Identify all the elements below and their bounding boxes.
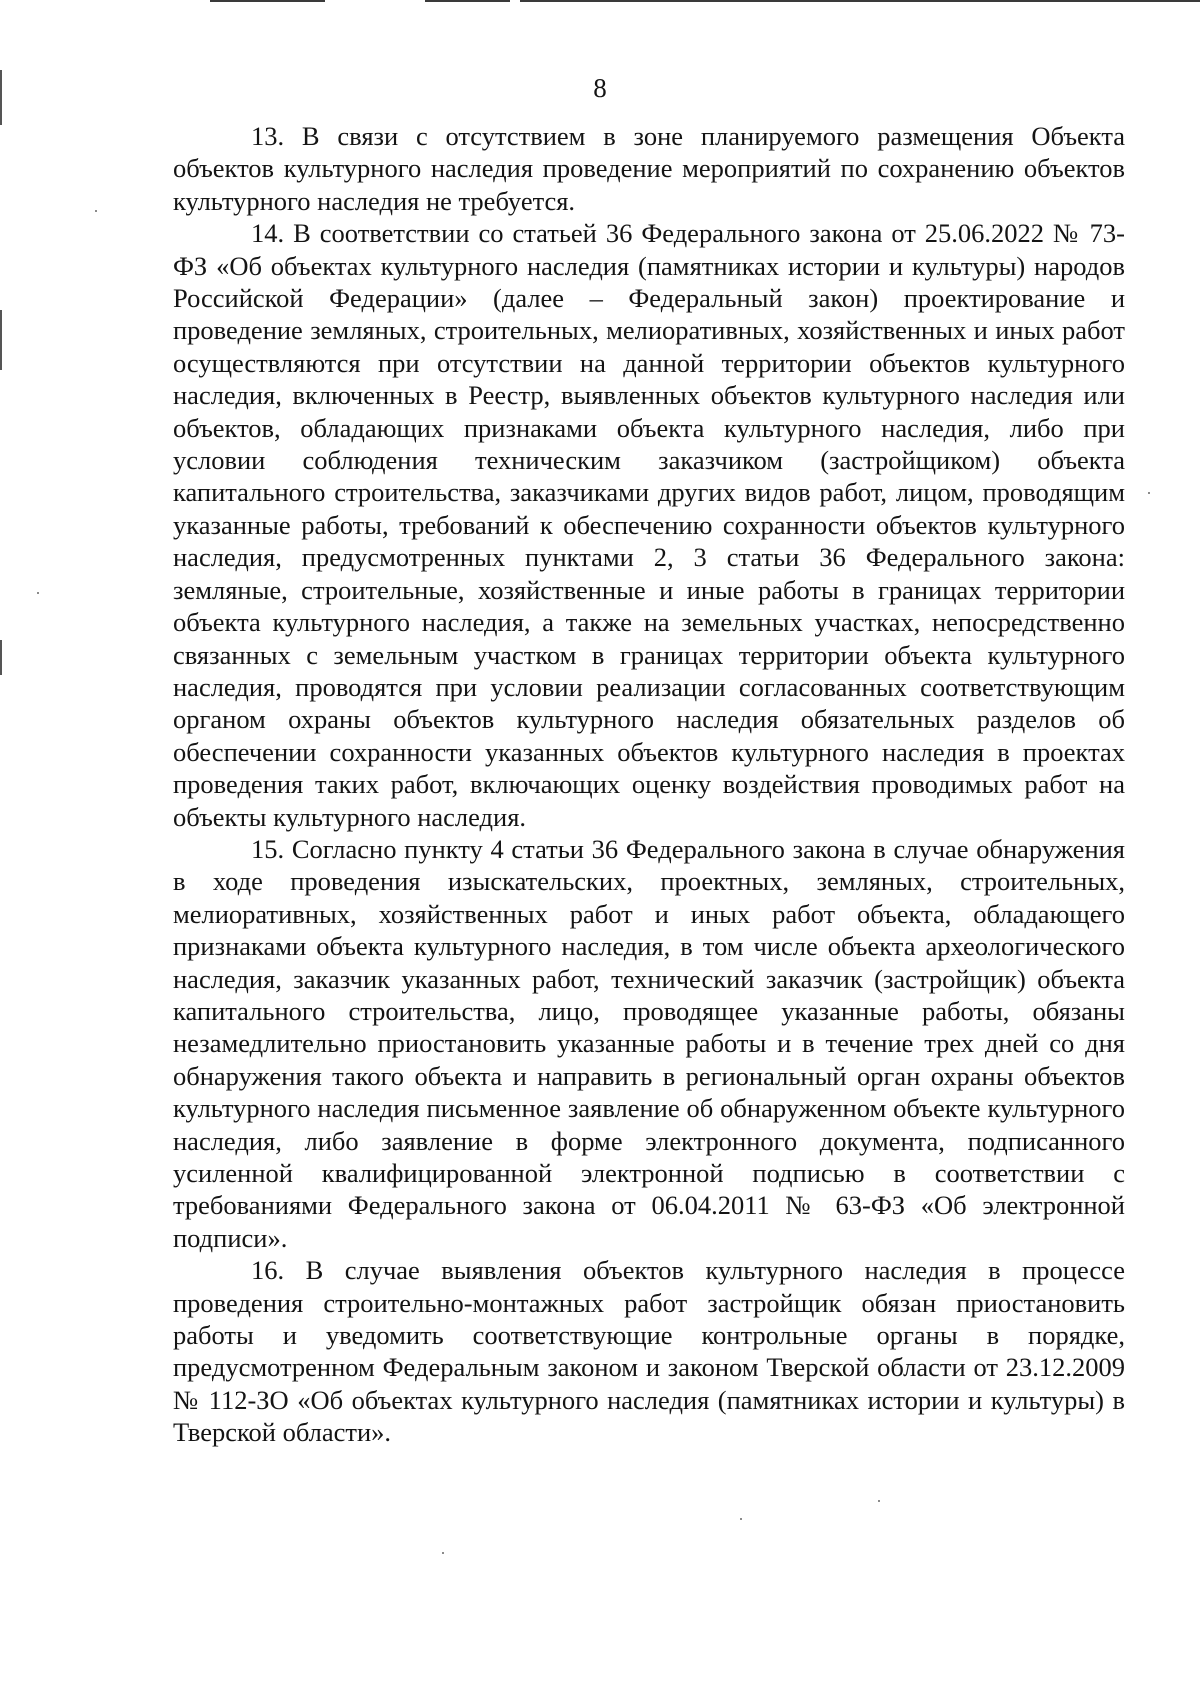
scan-speck: [878, 1500, 880, 1502]
paragraph-16: 16. В случае выявления объектов культурного наследия в процессе проведения строительно-монтажных работ застройщик обязан приостановить работы и уведомить соответствующие контрольные органы в порядке, предусмотренном Федеральным законом и законом Тверской области от 23.12.2009 № 112-ЗО «Об объектах культурного наследия (памятниках истории и культуры) в Тверской области».: [173, 1255, 1125, 1448]
scan-artifact-top-line: [425, 0, 510, 2]
scan-artifact-left-edge: [0, 640, 2, 675]
scan-speck: [37, 592, 39, 594]
scan-artifact-left-edge: [0, 310, 2, 370]
paragraph-14: 14. В соответствии со статьей 36 Федерального закона от 25.06.2022 № 73-ФЗ «Об объектах культурного наследия (памятниках истории и культуры) народов Российской Федерации» (далее – Федеральный закон) проектирование и проведение земляных, строительных, мелиоративных, хозяйственных и иных работ осуществляются при отсутствии на данной территории объектов культурного наследия, включенных в Реестр, выявленных объектов культурного наследия или объектов, обладающих признаками объекта культурного наследия, либо при условии соблюдения техническим заказчиком (застройщиком) объекта капитального строительства, заказчиками других видов работ, лицом, проводящим указанные работы, требований к обеспечению сохранности объектов культурного наследия, предусмотренных пунктами 2, 3 статьи 36 Федерального закона: земляные, строительные, хозяйственные и иные работы в границах территории объекта культурного наследия, а также на земельных участках, непосредственно связанных с земельным участком в границах территории объекта культурного наследия, проводятся при условии реализации согласованных соответствующим органом охраны объектов культурного наследия обязательных разделов об обеспечении сохранности указанных объектов культурного наследия в проектах проведения таких работ, включающих оценку воздействия проводимых работ на объекты культурного наследия.: [173, 218, 1125, 832]
paragraph-15: 15. Согласно пункту 4 статьи 36 Федерального закона в случае обнаружения в ходе проведения изыскательских, проектных, земляных, строительных, мелиоративных, хозяйственных работ и иных работ объекта, обладающего признаками объекта культурного наследия, в том числе объекта археологического наследия, заказчик указанных работ, технический заказчик (застройщик) объекта капитального строительства, лицо, проводящее указанные работы, обязаны незамедлительно приостановить указанные работы и в течение трех дней со дня обнаружения такого объекта и направить в региональный орган охраны объектов культурного наследия письменное заявление об обнаруженном объекте культурного наследия, либо заявление в форме электронного документа, подписанного усиленной квалифицированной электронной подписью в соответствии с требованиями Федерального закона от 06.04.2011 № 63-ФЗ «Об электронной подписи».: [173, 833, 1125, 1253]
body-text: [173, 120, 1125, 1449]
scan-artifact-top-line: [520, 0, 1200, 2]
scan-speck: [740, 1518, 742, 1520]
page-number: 8: [593, 73, 607, 103]
scan-speck: [1148, 492, 1150, 494]
paragraph-13: 13. В связи с отсутствием в зоне планируемого размещения Объекта объектов культурного наследия проведение мероприятий по сохранению объектов культурного наследия не требуется.: [173, 121, 1125, 216]
scan-speck: [442, 1552, 444, 1554]
scan-artifact-top-line: [210, 0, 325, 2]
scan-speck: [95, 210, 97, 212]
